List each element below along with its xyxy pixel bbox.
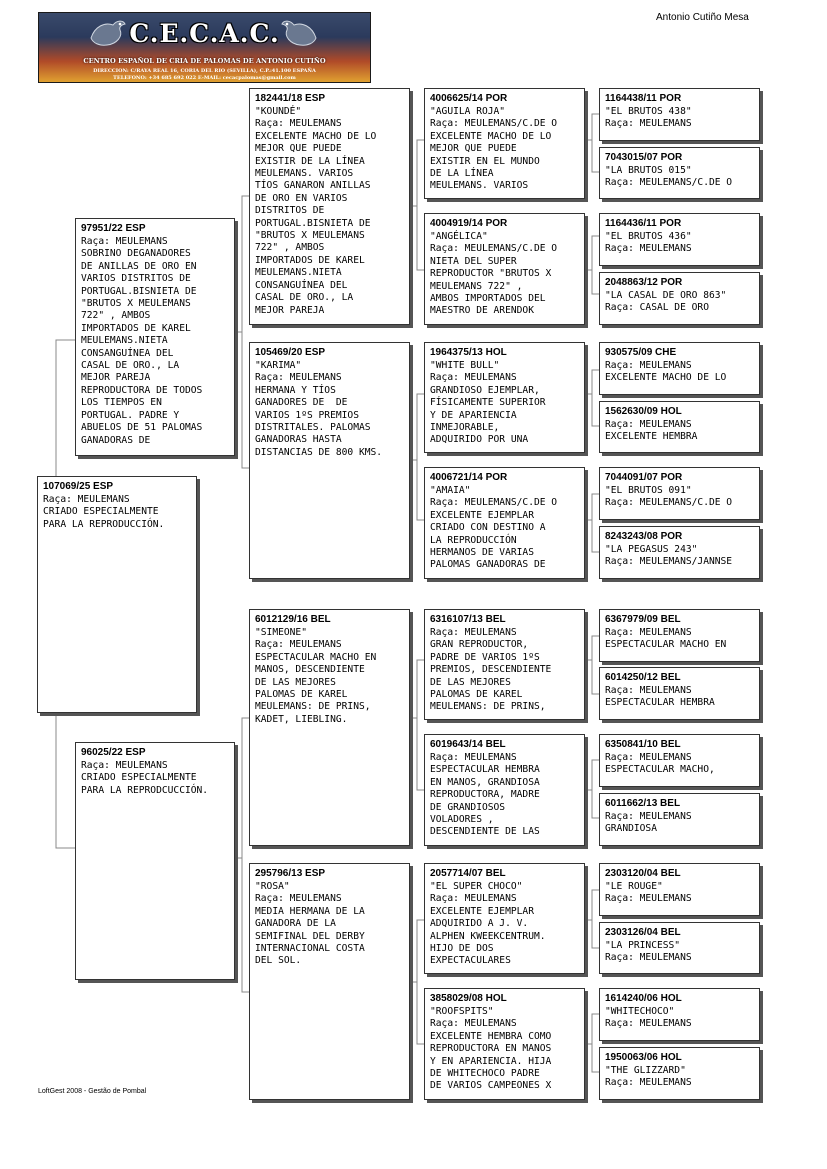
ring-number: 295796/13 ESP [255, 868, 326, 879]
pigeon-description: Raça: MEULEMANS CRIADO ESPECIALMENTE PARA LA REPRODUCCIÓN. [43, 494, 165, 530]
pigeon-description: Raça: MEULEMANS ESPECTACULAR HEMBRA EN MANOS, GRANDIOSA REPRODUCTORA, MADRE DE GRANDIOSOS VOLADORES , DESCENDIENTE DE LAS [430, 752, 540, 838]
ring-number: 105469/20 ESP [255, 347, 326, 358]
pigeon-description: Raça: MEULEMANS ESPECTACULAR HEMBRA [605, 685, 715, 709]
pigeon-card-sds [424, 342, 585, 453]
pigeon-card-sire-sire [249, 88, 410, 325]
pigeon-description: "EL BRUTOS 091" Raça: MEULEMANS/C.DE O [605, 485, 733, 509]
owner-name: Antonio Cutiño Mesa [656, 12, 749, 23]
pigeon-card-dds [424, 863, 585, 974]
pigeon-card-g4-15 [599, 988, 760, 1041]
ring-number: 97951/22 ESP [81, 223, 146, 234]
ring-number: 2048863/12 POR [605, 277, 683, 288]
pigeon-card-g4-11 [599, 734, 760, 787]
ring-number: 4006721/14 POR [430, 472, 508, 483]
ring-number: 6014250/12 BEL [605, 672, 681, 683]
pigeon-card-g4-14 [599, 922, 760, 974]
pigeon-card-g4-12 [599, 793, 760, 846]
ring-number: 182441/18 ESP [255, 93, 326, 104]
pigeon-description: "AGUILA ROJA" Raça: MEULEMANS/C.DE O EXCELENTE MACHO DE LO MEJOR QUE PUEDE EXISTIR EN EL MUNDO DE LA LÍNEA MEULEMANS. VARIOS [430, 106, 558, 192]
logo-banner [38, 12, 371, 83]
ring-number: 7043015/07 POR [605, 152, 683, 163]
pigeon-description: "WHITE BULL" Raça: MEULEMANS GRANDIOSO EJEMPLAR, FÍSICAMENTE SUPERIOR Y DE APARIENCIA INMEJORABLE, ADQUIRIDO POR UNA [430, 360, 546, 446]
pigeon-description: Raça: MEULEMANS EXCELENTE MACHO DE LO [605, 360, 727, 384]
pigeon-card-g4-6 [599, 401, 760, 453]
pigeon-description: Raça: MEULEMANS ESPECTACULAR MACHO EN [605, 627, 727, 651]
ring-number: 8243243/08 POR [605, 531, 683, 542]
connector-gen3 [409, 140, 424, 1044]
pigeon-card-sdd [424, 467, 585, 579]
pigeon-description: "ROOFSPITS" Raça: MEULEMANS EXCELENTE HEMBRA COMO REPRODUCTORA EN MANOS Y EN APARIENCIA. HIJA DE WHITECHOCO PADRE DE VARIOS CAMPEONES X [430, 1006, 552, 1092]
pigeon-description: "EL SUPER CHOCO" Raça: MEULEMANS EXCELENTE EJEMPLAR ADQUIRIDO A J. V. ALPHEN KWEEKCENTRUM. HIJO DE DOS EXPECTACULARES [430, 881, 546, 967]
pigeon-description: "LA PRINCESS" Raça: MEULEMANS [605, 940, 692, 964]
ring-number: 2303126/04 BEL [605, 927, 681, 938]
ring-number: 1164436/11 POR [605, 218, 682, 229]
pigeon-card-sire [75, 218, 235, 456]
pigeon-card-g4-5 [599, 342, 760, 395]
pigeon-card-g4-3 [599, 213, 760, 266]
ring-number: 1562630/09 HOL [605, 406, 682, 417]
pigeon-description: "WHITECHOCO" Raça: MEULEMANS [605, 1006, 692, 1030]
pigeon-card-g4-16 [599, 1047, 760, 1100]
ring-number: 930575/09 CHE [605, 347, 677, 358]
pigeon-card-dsd [424, 734, 585, 846]
software-footer: LoftGest 2008 - Gestão de Pombal [38, 1088, 147, 1095]
ring-number: 1614240/06 HOL [605, 993, 682, 1004]
pigeon-card-ssd [424, 213, 585, 325]
ring-number: 1164438/11 POR [605, 93, 682, 104]
pigeon-card-g4-4 [599, 272, 760, 325]
pigeon-description: Raça: MEULEMANS ESPECTACULAR MACHO, [605, 752, 715, 776]
pigeon-description: "EL BRUTOS 438" Raça: MEULEMANS [605, 106, 692, 130]
ring-number: 96025/22 ESP [81, 747, 146, 758]
connector-gen2-sire [234, 196, 249, 468]
pigeon-card-sss [424, 88, 585, 199]
pigeon-card-g4-2 [599, 147, 760, 199]
ring-number: 4004919/14 POR [430, 218, 508, 229]
ring-number: 1950063/06 HOL [605, 1052, 682, 1063]
ring-number: 6012129/16 BEL [255, 614, 331, 625]
ring-number: 2303120/04 BEL [605, 868, 681, 879]
ring-number: 7044091/07 POR [605, 472, 683, 483]
ring-number: 3858029/08 HOL [430, 993, 507, 1004]
pigeon-description: "LE ROUGE" Raça: MEULEMANS [605, 881, 692, 905]
pigeon-card-g4-13 [599, 863, 760, 916]
ring-number: 6316107/13 BEL [430, 614, 506, 625]
pigeon-description: "KARIMA" Raça: MEULEMANS HERMANA Y TÍOS GANADORES DE DE VARIOS 1ºS PREMIOS DISTRITALES. PALOMAS GANADORAS HASTA DISTANCIAS DE 800 KMS. [255, 360, 383, 458]
pigeon-description: "LA BRUTOS 015" Raça: MEULEMANS/C.DE O [605, 165, 733, 189]
pigeon-card-sire-dam [249, 342, 410, 579]
ring-number: 6367979/09 BEL [605, 614, 681, 625]
pigeon-description: "EL BRUTOS 436" Raça: MEULEMANS [605, 231, 692, 255]
pigeon-card-g4-9 [599, 609, 760, 662]
pigeon-description: "AMAIA" Raça: MEULEMANS/C.DE O EXCELENTE EJEMPLAR CRIADO CON DESTINO A LA REPRODUCCIÓN HERMANOS DE VARIAS PALOMAS GANADORAS DE [430, 485, 558, 571]
pigeon-description: "ROSA" Raça: MEULEMANS MEDIA HERMANA DE LA GANADORA DE LA SEMIFINAL DEL DERBY INTERNACIONAL COSTA DEL SOL. [255, 881, 365, 967]
pigeon-card-dam-dam [249, 863, 410, 1100]
pigeon-card-dam-sire [249, 609, 410, 846]
pigeon-description: Raça: MEULEMANS CRIADO ESPECIALMENTE PARA LA REPRODCUCCIÓN. [81, 760, 209, 796]
pigeon-description: "ANGÉLICA" Raça: MEULEMANS/C.DE O NIETA DEL SUPER REPRODUCTOR "BRUTOS X MEULEMANS 722" , AMBOS IMPORTADOS DEL MAESTRO DE ARENDOK [430, 231, 558, 317]
pigeon-description: "KOUNDÉ" Raça: MEULEMANS EXCELENTE MACHO DE LO MEJOR QUE PUEDE EXISTIR DE LA LÍNEA MEULEMANS. VARIOS TÍOS GANARON ANILLAS DE ORO EN VARIOS DISTRITOS DE PORTUGAL.BISNIETA DE "BRUTOS X MEULEMANS 722" , AMBOS IMPORTADOS DE KAREL MEULEMANS.NIETA CONSANGUÍNEA DEL CASAL DE ORO., LA MEJOR PAREJA [255, 106, 377, 316]
ring-number: 107069/25 ESP [43, 481, 114, 492]
banner-contact: TELEFONO: +34 685 692 022 E-MAIL: cecacpalomas@gmail.com [113, 75, 296, 81]
ring-number: 6011662/13 BEL [605, 798, 681, 809]
ring-number: 2057714/07 BEL [430, 868, 506, 879]
banner-title: C.E.C.A.C. [129, 19, 280, 48]
connector-gen2-dam [234, 718, 249, 992]
pigeon-description: Raça: MEULEMANS GRAN REPRODUCTOR, PADRE DE VARIOS 1ºS PREMIOS, DESCENDIENTE DE LAS MEJORES PALOMAS DE KAREL MEULEMANS: DE PRINS, [430, 627, 552, 713]
banner-address: DIRECCION: C/RAYA REAL 16, CORIA DEL RIO (SEVILLA), C.P.:41.100 ESPAÑA [93, 68, 316, 74]
pigeon-description: Raça: MEULEMANS EXCELENTE HEMBRA [605, 419, 698, 443]
connector-gen4 [584, 114, 599, 1072]
pigeon-description: "LA PEGASUS 243" Raça: MEULEMANS/JANNSE [605, 544, 733, 568]
pigeon-description: "THE GLIZZARD" Raça: MEULEMANS [605, 1065, 692, 1089]
pigeon-card-dss [424, 609, 585, 720]
banner-subtitle: CENTRO ESPAÑOL DE CRIA DE PALOMAS DE ANTONIO CUTIÑO [83, 57, 326, 65]
pigeon-description: Raça: MEULEMANS SOBRINO DEGANADORES DE ANILLAS DE ORO EN VARIOS DISTRITOS DE PORTUGAL.BISNIETA DE "BRUTOS X MEULEMANS 722" , AMBOS IMPORTADOS DE KAREL MEULEMANS.NIETA CONSANGUÍNEA DEL CASAL DE ORO., LA MEJOR PAREJA REPRODUCTORA DE TODOS LOS TIEMPOS EN PORTUGAL. PADRE Y ABUELOS DE 51 PALOMAS GANADORAS DE [81, 236, 203, 446]
pigeon-card-subject [37, 476, 197, 713]
pigeon-card-g4-10 [599, 667, 760, 720]
pigeon-description: "SIMEONE" Raça: MEULEMANS ESPECTACULAR MACHO EN MANOS, DESCENDIENTE DE LAS MEJORES PALOMAS DE KAREL MEULEMANS: DE PRINS, KADET, LIEBLING. [255, 627, 377, 725]
ring-number: 1964375/13 HOL [430, 347, 507, 358]
pigeon-description: Raça: MEULEMANS GRANDIOSA [605, 811, 692, 835]
pigeon-description: "LA CASAL DE ORO 863" Raça: CASAL DE ORO [605, 290, 727, 314]
pigeon-card-dam [75, 742, 235, 980]
pigeon-card-g4-1 [599, 88, 760, 141]
ring-number: 6350841/10 BEL [605, 739, 681, 750]
pigeon-card-g4-8 [599, 526, 760, 579]
ring-number: 4006625/14 POR [430, 93, 508, 104]
pigeon-card-ddd [424, 988, 585, 1100]
pigeon-card-g4-7 [599, 467, 760, 520]
ring-number: 6019643/14 BEL [430, 739, 506, 750]
